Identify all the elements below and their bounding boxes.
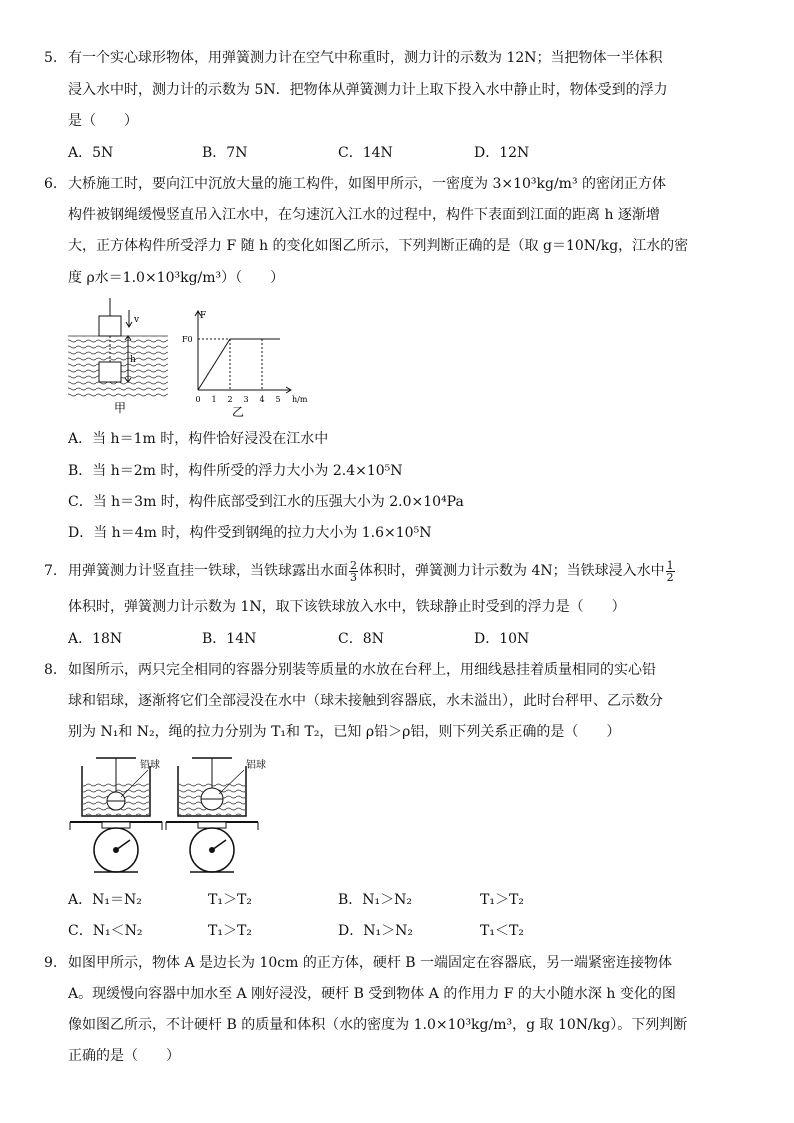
q8-figure [66,752,286,882]
q8-option-c-t: T₁＞T₂ [208,923,252,939]
q9-line-2: A。现缓慢向容器中加水至 A 刚好浸没，硬杆 B 受到物体 A 的作用力 F 的大小随水深 h 变化的图 [68,986,676,1002]
q8-option-b-n: B．N₁＞N₂ [338,892,413,908]
q9-line-4: 正确的是（ ） [68,1048,180,1064]
x-axis-label: h/m [292,395,308,404]
x-tick-5: 5 [275,395,281,404]
q7-option-a[interactable]: A．18N [68,631,123,647]
q9-line-3: 像如图乙所示，不计硬杆 B 的质量和体积（水的密度为 1.0×10³kg/m³，g 取 10N/kg）。下列判断 [68,1017,688,1033]
aluminum-ball-label: 铝球 [246,760,266,771]
lead-ball-label: 铅球 [140,760,160,771]
q7-line-1 [68,555,676,587]
q8-option-c[interactable] [68,921,252,941]
q5-number: 5. [44,50,58,66]
cube-submerged [99,362,121,382]
q7-line-1-part-a: 用弹簧测力计竖直挂一铁球，当铁球露出水面 [68,563,348,579]
q7-option-b[interactable]: B．14N [202,631,257,647]
x-tick-4: 4 [259,395,265,404]
frac-denominator: 3 [350,570,357,584]
q6-figure-jia [66,296,176,416]
q7-option-d[interactable]: D．10N [474,631,530,647]
x-tick-1: 1 [211,395,217,404]
h-label: h [130,355,136,365]
q6-number: 6. [44,176,58,192]
q6-line-3: 大，正方体构件所受浮力 F 随 h 的变化如图乙所示，下列判断正确的是（取 g＝10N/kg，江水的密 [68,238,689,254]
frac-numerator: 1 [666,558,674,572]
q8-line-3: 别为 N₁和 N₂，绳的拉力分别为 T₁和 T₂，已知 ρ铅＞ρ铝，则下列关系正确的是（ ） [68,724,621,740]
frac-numerator: 2 [350,558,357,572]
buoyancy-rise-line [198,339,230,390]
fig-jia-label: 甲 [113,401,127,415]
f0-tick: F0 [182,335,193,344]
q7-option-c[interactable]: C．8N [338,631,384,647]
x-tick-3: 3 [243,395,249,404]
q8-option-a[interactable] [68,890,252,910]
q5-option-d[interactable]: D．12N [474,145,530,161]
q5-option-c[interactable]: C．14N [338,145,393,161]
q8-option-b[interactable] [338,890,524,910]
q5-line-1: 有一个实心球形物体，用弹簧测力计在空气中称重时，测力计的示数为 12N；当把物体一半体积 [68,50,663,66]
q8-line-1: 如图所示，两只完全相同的容器分别装等质量的水放在台秤上，用细线悬挂着质量相同的实心铅 [68,662,656,678]
q6-option-a[interactable]: A．当 h＝1m 时，构件恰好浸没在江水中 [68,431,329,447]
q7-line-1-part-b: 体积时，弹簧测力计示数为 4N；当铁球浸入水中 [359,563,665,579]
q6-graph-yi [180,306,320,418]
v-label: v [134,315,140,325]
cube-above-water [99,316,121,336]
fig-yi-label: 乙 [231,405,245,418]
q8-option-b-t: T₁＞T₂ [480,892,524,908]
q6-line-2: 构件被钢绳缓慢竖直吊入江水中，在匀速沉入江水的过程中，构件下表面到江面的距离 h 逐渐增 [68,207,660,223]
scale-right [166,758,258,872]
fraction-two-thirds [349,560,358,583]
q8-option-a-t: T₁＞T₂ [208,892,252,908]
q8-option-d-t: T₁＜T₂ [480,923,524,939]
q6-line-4: 度 ρ水＝1.0×10³kg/m³）（ ） [68,270,285,286]
q8-number: 8. [44,662,58,678]
q7-line-2: 体积时，弹簧测力计示数为 1N，取下该铁球放入水中，铁球静止时受到的浮力是（ ） [68,599,626,615]
q9-number: 9. [44,955,58,971]
q6-option-d[interactable]: D．当 h＝4m 时，构件受到钢绳的拉力大小为 1.6×10⁵N [68,525,432,541]
q8-option-c-n: C．N₁＜N₂ [68,923,143,939]
q6-option-b[interactable]: B．当 h＝2m 时，构件所受的浮力大小为 2.4×10⁵N [68,463,403,479]
q5-option-a[interactable]: A．5N [68,145,114,161]
x-tick-2: 2 [227,395,233,404]
q8-option-d-n: D．N₁＞N₂ [338,923,413,939]
y-axis-label: F [200,311,207,321]
scale-left [70,758,162,872]
q8-option-a-n: A．N₁＝N₂ [68,892,142,908]
q5-option-b[interactable]: B．7N [202,145,248,161]
q8-line-2: 球和铝球，逐渐将它们全部浸没在水中（球未接触到容器底，水未溢出），此时台秤甲、乙示数分 [68,693,663,709]
q6-line-1: 大桥施工时，要向江中沉放大量的施工构件，如图甲所示，一密度为 3×10³kg/m³ 的密闭正方体 [68,176,667,192]
q5-line-3: 是（ ） [68,113,138,129]
frac-denominator: 2 [666,570,674,584]
fraction-one-half [666,560,675,583]
x-tick-0: 0 [195,395,201,404]
q6-option-c[interactable]: C．当 h＝3m 时，构件底部受到江水的压强大小为 2.0×10⁴Pa [68,494,464,510]
q9-line-1: 如图甲所示，物体 A 是边长为 10cm 的正方体，硬杆 B 一端固定在容器底，另一端紧密连接物体 [68,955,673,971]
q7-number: 7. [44,563,58,579]
q5-line-2: 浸入水中时，测力计的示数为 5N．把物体从弹簧测力计上取下投入水中静止时，物体受到的浮力 [68,82,668,98]
q8-option-d[interactable] [338,921,524,941]
